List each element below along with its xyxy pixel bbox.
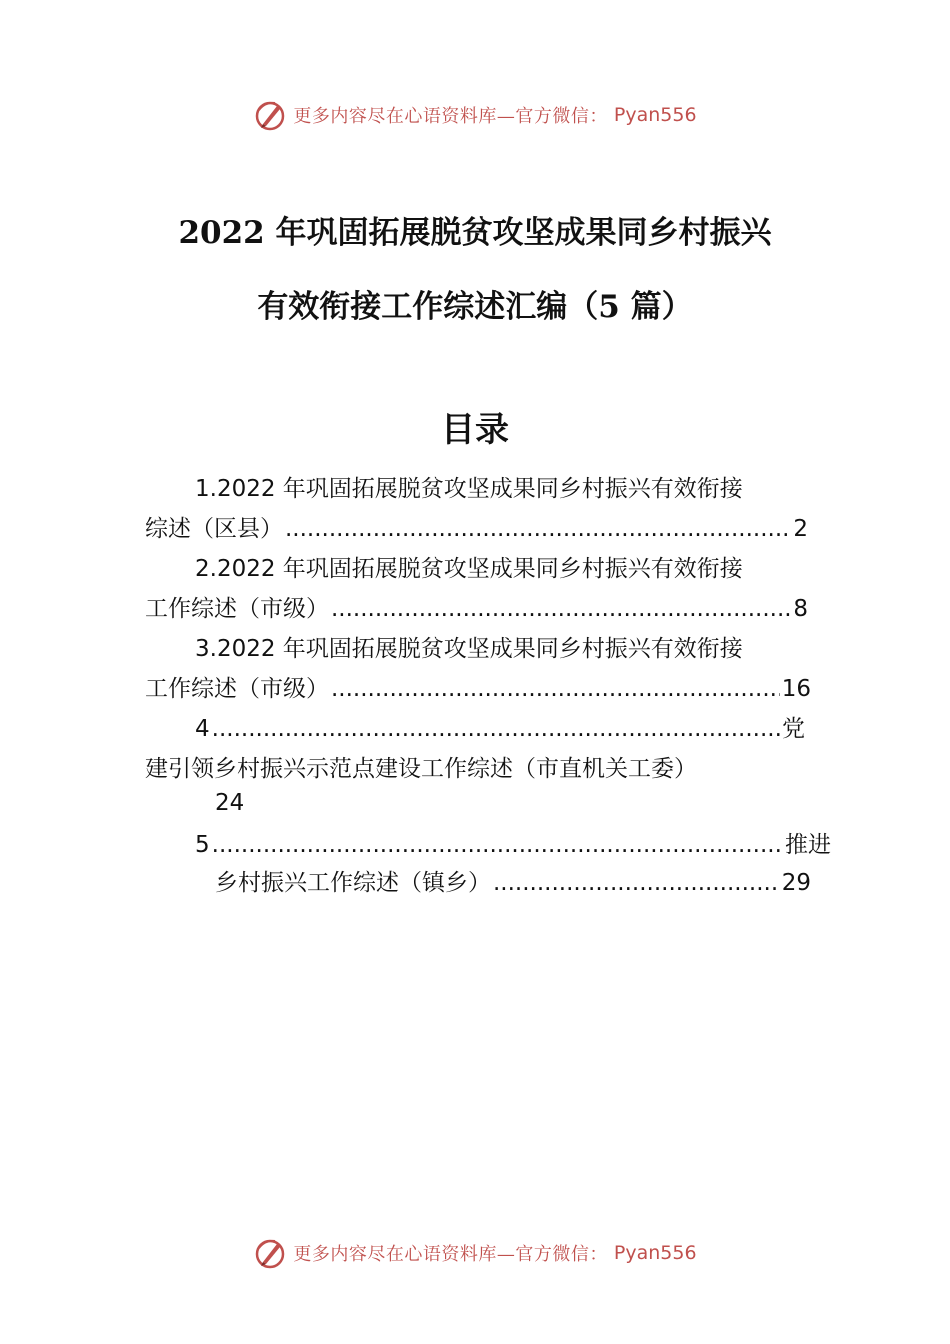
footer-watermark [0, 1233, 950, 1273]
toc-entry-3-title[interactable]: 3.2022 年巩固拓展脱贫攻坚成果同乡村振兴有效衔接 [195, 636, 743, 662]
toc-heading: 目录 [441, 410, 509, 450]
dot-leader [493, 868, 780, 898]
toc-entry-2-subtitle: 工作综述（市级） [145, 596, 329, 622]
toc-entry-5-subrow[interactable] [215, 868, 811, 898]
toc-entry-1-title[interactable]: 1.2022 年巩固拓展脱贫攻坚成果同乡村振兴有效衔接 [195, 476, 743, 502]
pen-logo-icon [253, 98, 287, 132]
toc-entry-4-row[interactable] [195, 714, 805, 744]
toc-entry-3-row[interactable] [145, 674, 811, 704]
toc-entry-2-row[interactable] [145, 594, 808, 624]
dot-leader [331, 674, 780, 704]
toc-entry-1-subtitle: 综述（区县） [145, 516, 283, 542]
document-title-line-2: 有效衔接工作综述汇编（5 篇） [257, 289, 693, 325]
toc-entry-2-title[interactable]: 2.2022 年巩固拓展脱贫攻坚成果同乡村振兴有效衔接 [195, 556, 743, 582]
pen-logo-icon [253, 1236, 287, 1270]
toc-entry-4-page[interactable]: 24 [215, 790, 245, 816]
toc-entry-4-title[interactable]: 建引领乡村振兴示范点建设工作综述（市直机关工委） [145, 756, 697, 782]
watermark-text: 更多内容尽在心语资料库—官方微信： [293, 106, 608, 127]
watermark-text: 更多内容尽在心语资料库—官方微信： [293, 1244, 608, 1265]
toc-entry-4-title-start: 党 [782, 716, 805, 742]
watermark-wechat-id: Pyan556 [613, 104, 697, 126]
toc-entry-5-title-start: 推进 [785, 832, 831, 858]
dot-leader [285, 514, 791, 544]
toc-entry-5-subtitle: 乡村振兴工作综述（镇乡） [215, 870, 491, 896]
toc-entry-4-number: 4 [195, 716, 210, 742]
toc-entry-5-page: 29 [781, 870, 811, 896]
toc-entry-5-number: 5 [195, 832, 210, 858]
toc-entry-1-row[interactable] [145, 514, 808, 544]
document-title-line-1: 2022 年巩固拓展脱贫攻坚成果同乡村振兴 [178, 215, 772, 251]
dot-leader [331, 594, 791, 624]
dot-leader [212, 714, 780, 744]
dot-leader [212, 830, 783, 860]
toc-entry-3-subtitle: 工作综述（市级） [145, 676, 329, 702]
toc-entry-3-page: 16 [781, 676, 811, 702]
header-watermark [0, 95, 950, 135]
toc-entry-1-page: 2 [793, 516, 808, 542]
toc-entry-2-page: 8 [793, 596, 808, 622]
toc-entry-5-row[interactable] [195, 830, 831, 860]
watermark-wechat-id: Pyan556 [613, 1242, 697, 1264]
